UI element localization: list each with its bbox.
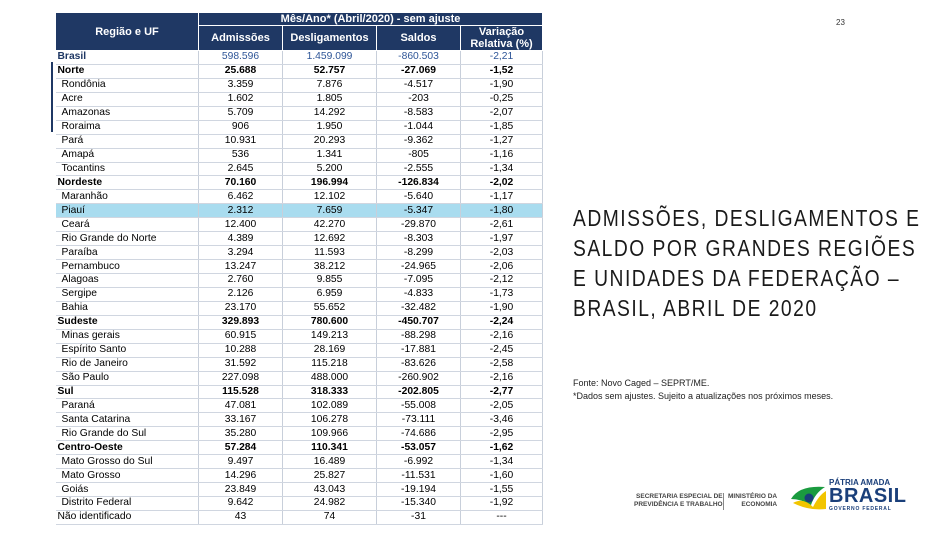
cell-variacao: -3,46: [461, 413, 543, 427]
cell-desligamentos: 1.459.099: [283, 51, 377, 65]
table-row: [56, 427, 543, 441]
ministerio-label: [728, 493, 777, 509]
cell-variacao: -0,25: [461, 92, 543, 106]
row-name: Pará: [56, 134, 199, 148]
cell-desligamentos: 9.855: [283, 274, 377, 288]
footer-divider: [723, 493, 724, 510]
row-name: Paraíba: [56, 246, 199, 260]
row-name: Sudeste: [56, 315, 199, 329]
cell-variacao: -1,92: [461, 497, 543, 511]
cell-admissoes: 1.602: [199, 92, 283, 106]
cell-admissoes: 23.170: [199, 301, 283, 315]
cell-admissoes: 23.849: [199, 483, 283, 497]
row-name: Amapá: [56, 148, 199, 162]
cell-admissoes: 14.296: [199, 469, 283, 483]
cell-variacao: -1,97: [461, 232, 543, 246]
table-row: [56, 260, 543, 274]
cell-variacao: -1,60: [461, 469, 543, 483]
table-row: [56, 497, 543, 511]
ministerio-line-1: MINISTÉRIO DA: [728, 493, 778, 500]
cell-desligamentos: 38.212: [283, 260, 377, 274]
row-name: Goiás: [56, 483, 199, 497]
cell-saldo: -17.881: [377, 343, 461, 357]
row-name: Sul: [56, 385, 199, 399]
row-name: Alagoas: [56, 274, 199, 288]
cell-desligamentos: 11.593: [283, 246, 377, 260]
table-row: [56, 469, 543, 483]
cell-variacao: -1,62: [461, 441, 543, 455]
cell-variacao: -2,03: [461, 246, 543, 260]
cell-admissoes: 3.359: [199, 78, 283, 92]
title-line: E UNIDADES DA FEDERAÇÃO –: [573, 265, 901, 291]
table-row: [56, 357, 543, 371]
cell-saldo: -19.194: [377, 483, 461, 497]
cell-admissoes: 906: [199, 120, 283, 134]
cell-saldo: -74.686: [377, 427, 461, 441]
cell-saldo: -55.008: [377, 399, 461, 413]
source-line: Fonte: Novo Caged – SEPRT/ME.: [573, 378, 710, 388]
cell-variacao: -2,21: [461, 51, 543, 65]
row-name: Rondônia: [56, 78, 199, 92]
cell-desligamentos: 7.659: [283, 204, 377, 218]
table-row: [56, 371, 543, 385]
cell-admissoes: 13.247: [199, 260, 283, 274]
table-row: [56, 232, 543, 246]
cell-admissoes: 227.098: [199, 371, 283, 385]
cell-desligamentos: 16.489: [283, 455, 377, 469]
header-period: Mês/Ano* (Abril/2020) - sem ajuste: [199, 13, 543, 26]
cell-desligamentos: 42.270: [283, 218, 377, 232]
table-row: [56, 162, 543, 176]
table-row: [56, 315, 543, 329]
cell-admissoes: 70.160: [199, 176, 283, 190]
cell-admissoes: 2.126: [199, 287, 283, 301]
cell-variacao: -1,16: [461, 148, 543, 162]
cell-saldo: -88.298: [377, 329, 461, 343]
cell-admissoes: 9.497: [199, 455, 283, 469]
table-row: [56, 413, 543, 427]
row-name: Paraná: [56, 399, 199, 413]
cell-desligamentos: 110.341: [283, 441, 377, 455]
table-row: [56, 329, 543, 343]
table-row: [56, 246, 543, 260]
cell-admissoes: 33.167: [199, 413, 283, 427]
cell-desligamentos: 1.805: [283, 92, 377, 106]
cell-admissoes: 12.400: [199, 218, 283, 232]
row-name: Distrito Federal: [56, 497, 199, 511]
cell-desligamentos: 1.950: [283, 120, 377, 134]
cell-desligamentos: 5.200: [283, 162, 377, 176]
cell-desligamentos: 106.278: [283, 413, 377, 427]
cell-desligamentos: 43.043: [283, 483, 377, 497]
cell-admissoes: 2.312: [199, 204, 283, 218]
row-name: Rio Grande do Norte: [56, 232, 199, 246]
cell-desligamentos: 25.827: [283, 469, 377, 483]
row-name: Norte: [56, 64, 199, 78]
cell-saldo: -203: [377, 92, 461, 106]
row-name: Rio de Janeiro: [56, 357, 199, 371]
table-row: [56, 287, 543, 301]
cell-saldo: -1.044: [377, 120, 461, 134]
cell-saldo: -53.057: [377, 441, 461, 455]
footnote-line: *Dados sem ajustes. Sujeito a atualizações nos próximos meses.: [573, 391, 834, 401]
cell-saldo: -260.902: [377, 371, 461, 385]
cell-variacao: -1,55: [461, 483, 543, 497]
title-line: ADMISSÕES, DESLIGAMENTOS E: [573, 205, 921, 231]
cell-saldo: -73.111: [377, 413, 461, 427]
cell-variacao: -1,17: [461, 190, 543, 204]
cell-desligamentos: 109.966: [283, 427, 377, 441]
ministerio-line-2: ECONOMIA: [741, 501, 778, 508]
row-name: Nordeste: [56, 176, 199, 190]
table-row: [56, 204, 543, 218]
cell-variacao: -2,58: [461, 357, 543, 371]
cell-saldo: -5.347: [377, 204, 461, 218]
cell-admissoes: 2.645: [199, 162, 283, 176]
cell-variacao: -2,24: [461, 315, 543, 329]
cell-admissoes: 598.596: [199, 51, 283, 65]
source-note: [573, 377, 833, 403]
cell-admissoes: 47.081: [199, 399, 283, 413]
cell-variacao: -2,07: [461, 106, 543, 120]
table-row: [56, 148, 543, 162]
cell-desligamentos: 488.000: [283, 371, 377, 385]
cell-variacao: -2,06: [461, 260, 543, 274]
cell-variacao: -2,05: [461, 399, 543, 413]
cell-desligamentos: 7.876: [283, 78, 377, 92]
row-name: Mato Grosso do Sul: [56, 455, 199, 469]
cell-admissoes: 6.462: [199, 190, 283, 204]
cell-saldo: -8.583: [377, 106, 461, 120]
cell-saldo: -8.299: [377, 246, 461, 260]
table-row: [56, 218, 543, 232]
cell-admissoes: 31.592: [199, 357, 283, 371]
cell-desligamentos: 6.959: [283, 287, 377, 301]
row-name: Minas gerais: [56, 329, 199, 343]
table-row: [56, 106, 543, 120]
slide-title: [573, 203, 921, 323]
cell-variacao: -1,90: [461, 78, 543, 92]
accent-line: [51, 62, 53, 132]
row-name: Mato Grosso: [56, 469, 199, 483]
row-name: São Paulo: [56, 371, 199, 385]
cell-variacao: -2,61: [461, 218, 543, 232]
table-row: [56, 51, 543, 65]
table-row: [56, 441, 543, 455]
header-admissoes: Admissões: [199, 26, 283, 51]
row-name: Acre: [56, 92, 199, 106]
cell-admissoes: 3.294: [199, 246, 283, 260]
cell-saldo: -4.833: [377, 287, 461, 301]
cell-desligamentos: 12.692: [283, 232, 377, 246]
cell-saldo: -24.965: [377, 260, 461, 274]
table-row: [56, 78, 543, 92]
table-row: [56, 399, 543, 413]
row-name: Sergipe: [56, 287, 199, 301]
cell-desligamentos: 196.994: [283, 176, 377, 190]
cell-admissoes: 329.893: [199, 315, 283, 329]
cell-saldo: -31: [377, 510, 461, 524]
cell-desligamentos: 115.218: [283, 357, 377, 371]
cell-admissoes: 115.528: [199, 385, 283, 399]
cell-saldo: -15.340: [377, 497, 461, 511]
cell-variacao: -1,34: [461, 455, 543, 469]
cell-desligamentos: 14.292: [283, 106, 377, 120]
cell-desligamentos: 20.293: [283, 134, 377, 148]
table-row: [56, 134, 543, 148]
row-name: Bahia: [56, 301, 199, 315]
cell-desligamentos: 74: [283, 510, 377, 524]
cell-admissoes: 9.642: [199, 497, 283, 511]
title-line: BRASIL, ABRIL DE 2020: [573, 295, 818, 321]
secretaria-label: [634, 493, 723, 509]
secretaria-line-1: SECRETARIA ESPECIAL DE: [636, 493, 723, 500]
cell-admissoes: 43: [199, 510, 283, 524]
employment-table: [55, 12, 543, 525]
row-name: Pernambuco: [56, 260, 199, 274]
cell-desligamentos: 149.213: [283, 329, 377, 343]
cell-desligamentos: 318.333: [283, 385, 377, 399]
cell-variacao: -2,77: [461, 385, 543, 399]
cell-variacao: -2,02: [461, 176, 543, 190]
table-row: [56, 120, 543, 134]
cell-variacao: ---: [461, 510, 543, 524]
cell-saldo: -8.303: [377, 232, 461, 246]
cell-variacao: -2,45: [461, 343, 543, 357]
cell-saldo: -9.362: [377, 134, 461, 148]
brand-logo: [829, 478, 906, 512]
cell-variacao: -2,12: [461, 274, 543, 288]
cell-admissoes: 57.284: [199, 441, 283, 455]
row-name: Rio Grande do Sul: [56, 427, 199, 441]
page-number: 23: [836, 18, 845, 27]
cell-admissoes: 35.280: [199, 427, 283, 441]
cell-admissoes: 60.915: [199, 329, 283, 343]
title-line: SALDO POR GRANDES REGIÕES: [573, 235, 917, 261]
cell-saldo: -860.503: [377, 51, 461, 65]
row-name: Não identificado: [56, 510, 199, 524]
cell-saldo: -5.640: [377, 190, 461, 204]
cell-saldo: -6.992: [377, 455, 461, 469]
cell-variacao: -1,73: [461, 287, 543, 301]
cell-saldo: -2.555: [377, 162, 461, 176]
cell-variacao: -1,34: [461, 162, 543, 176]
header-region: Região e UF: [56, 13, 199, 51]
cell-variacao: -1,80: [461, 204, 543, 218]
cell-desligamentos: 1.341: [283, 148, 377, 162]
cell-saldo: -27.069: [377, 64, 461, 78]
row-name: Espírito Santo: [56, 343, 199, 357]
row-name: Centro-Oeste: [56, 441, 199, 455]
table-row: [56, 92, 543, 106]
row-name: Roraima: [56, 120, 199, 134]
cell-saldo: -29.870: [377, 218, 461, 232]
header-variacao: Variação Relativa (%): [461, 26, 543, 51]
cell-saldo: -805: [377, 148, 461, 162]
cell-variacao: -1,52: [461, 64, 543, 78]
brand-main: BRASIL: [829, 485, 907, 507]
table-row: [56, 176, 543, 190]
cell-saldo: -11.531: [377, 469, 461, 483]
cell-desligamentos: 102.089: [283, 399, 377, 413]
cell-variacao: -1,27: [461, 134, 543, 148]
cell-saldo: -126.834: [377, 176, 461, 190]
cell-admissoes: 2.760: [199, 274, 283, 288]
row-name: Santa Catarina: [56, 413, 199, 427]
row-name: Piauí: [56, 204, 199, 218]
table-body: [56, 51, 543, 525]
cell-desligamentos: 55.652: [283, 301, 377, 315]
cell-saldo: -4.517: [377, 78, 461, 92]
cell-admissoes: 5.709: [199, 106, 283, 120]
table-row: [56, 343, 543, 357]
cell-desligamentos: 12.102: [283, 190, 377, 204]
cell-saldo: -7.095: [377, 274, 461, 288]
header-saldos: Saldos: [377, 26, 461, 51]
row-name: Ceará: [56, 218, 199, 232]
cell-desligamentos: 52.757: [283, 64, 377, 78]
cell-admissoes: 10.931: [199, 134, 283, 148]
cell-desligamentos: 28.169: [283, 343, 377, 357]
cell-admissoes: 536: [199, 148, 283, 162]
table-row: [56, 301, 543, 315]
row-name: Maranhão: [56, 190, 199, 204]
cell-admissoes: 4.389: [199, 232, 283, 246]
cell-variacao: -1,90: [461, 301, 543, 315]
cell-admissoes: 10.288: [199, 343, 283, 357]
secretaria-line-2: PREVIDÊNCIA E TRABALHO: [634, 501, 723, 508]
table-row: [56, 510, 543, 524]
cell-admissoes: 25.688: [199, 64, 283, 78]
cell-variacao: -1,85: [461, 120, 543, 134]
row-name: Amazonas: [56, 106, 199, 120]
cell-variacao: -2,16: [461, 371, 543, 385]
cell-variacao: -2,16: [461, 329, 543, 343]
table-row: [56, 274, 543, 288]
cell-saldo: -32.482: [377, 301, 461, 315]
cell-saldo: -202.805: [377, 385, 461, 399]
cell-desligamentos: 24.982: [283, 497, 377, 511]
row-name: Brasil: [56, 51, 199, 65]
header-desligamentos: Desligamentos: [283, 26, 377, 51]
table-row: [56, 190, 543, 204]
brand-sub: GOVERNO FEDERAL: [829, 506, 892, 512]
cell-saldo: -450.707: [377, 315, 461, 329]
cell-desligamentos: 780.600: [283, 315, 377, 329]
table-row: [56, 385, 543, 399]
brazil-flag-icon: [789, 481, 827, 511]
table-row: [56, 64, 543, 78]
table-row: [56, 455, 543, 469]
table-row: [56, 483, 543, 497]
brand-top: PÁTRIA AMADA: [829, 478, 891, 487]
cell-variacao: -2,95: [461, 427, 543, 441]
row-name: Tocantins: [56, 162, 199, 176]
cell-saldo: -83.626: [377, 357, 461, 371]
